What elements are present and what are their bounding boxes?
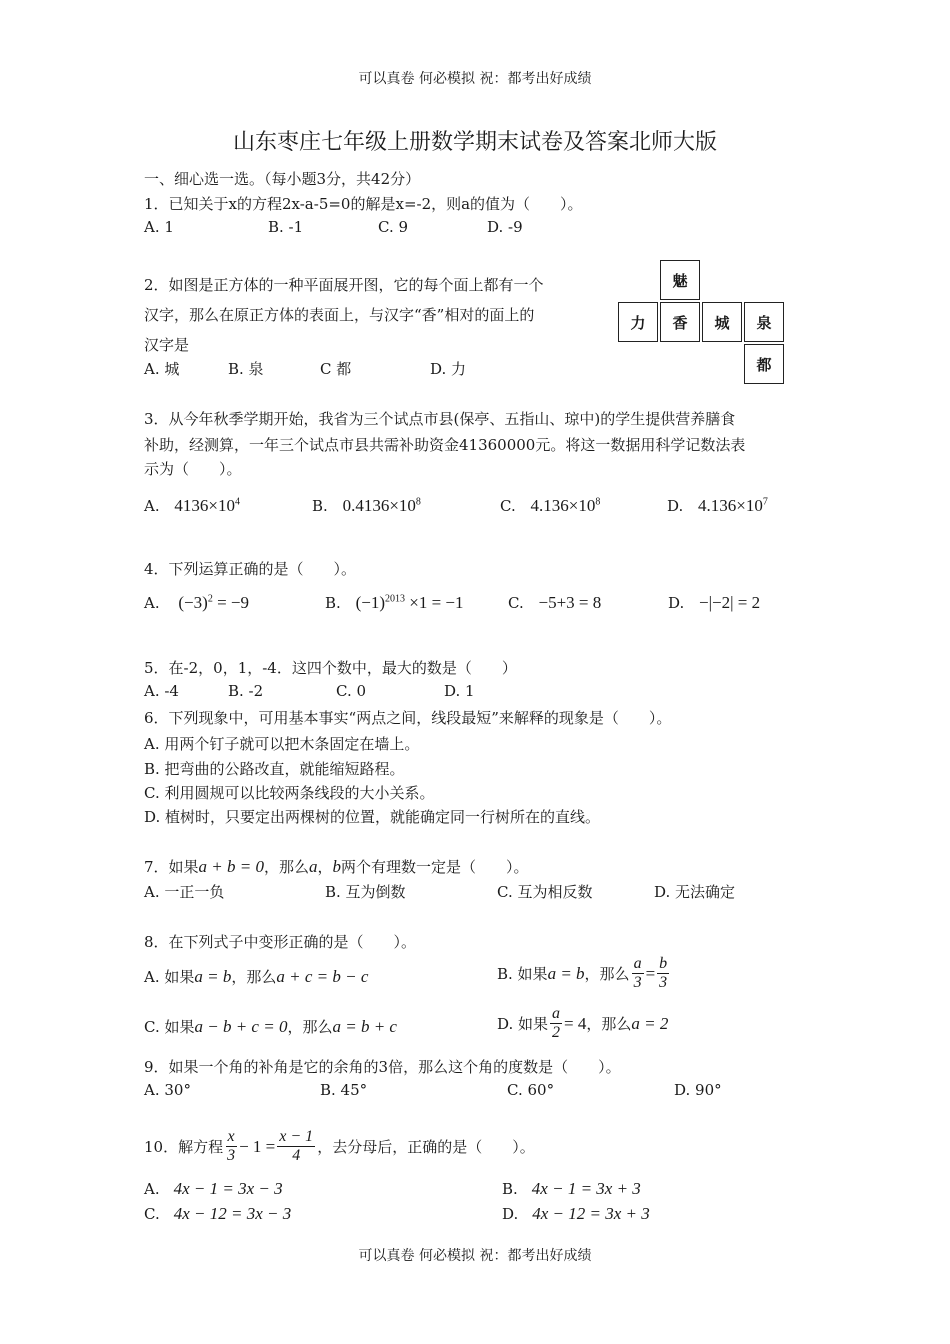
q4-option-d: [668, 593, 760, 613]
q3-d-expr: [698, 496, 768, 515]
question-9-text: 9．如果一个角的补角是它的余角的3倍，那么这个角的度数是（ ）。: [144, 1058, 621, 1076]
q8-option-d: [497, 1005, 668, 1042]
q10-option-a: [144, 1179, 283, 1199]
q8-b-condition: a = b: [547, 963, 585, 983]
q10-a-expr: 4x − 1 = 3x − 3: [173, 1179, 283, 1198]
q8-b-fraction-right: [657, 955, 669, 992]
q10-suffix: ，去分母后，正确的是（ ）。: [317, 1138, 535, 1156]
q9-option-b: B. 45°: [320, 1081, 368, 1099]
q10-c-expr: 4x − 12 = 3x − 3: [173, 1204, 292, 1223]
q7-equation: a + b = 0: [198, 857, 264, 876]
q8-d-denominator: 2: [552, 1024, 561, 1041]
q2-option-c: C 都: [320, 360, 352, 378]
q3-b-base: 0.4136×10: [342, 496, 416, 515]
q4-a-result: = −9: [212, 593, 249, 612]
q10-b-label: B.: [502, 1180, 518, 1198]
q8-a-condition: a = b: [194, 967, 232, 986]
q6-option-c: C. 利用圆规可以比较两条线段的大小关系。: [144, 784, 435, 802]
q3-a-expr: [174, 496, 240, 515]
q10-option-d: [502, 1204, 650, 1224]
q5-option-b: B. -2: [228, 682, 264, 700]
q4-c-label: C.: [508, 594, 524, 612]
q4-b-result: ×1 = −1: [405, 593, 464, 612]
q4-a-label: A.: [144, 594, 160, 612]
q8-a-result: a + c = b − c: [276, 967, 369, 986]
question-2-line-1: 2．如图是正方体的一种平面展开图，它的每个面上都有一个: [144, 276, 544, 294]
q7-comma: ，: [317, 858, 333, 876]
q3-a-base: 4136×10: [174, 496, 235, 515]
q8-option-a: [144, 966, 368, 987]
q3-d-base: 4.136×10: [698, 496, 763, 515]
q1-option-d: D. -9: [487, 218, 523, 236]
q7-suffix: 两个有理数一定是（ ）。: [341, 858, 529, 876]
q10-a-label: A.: [144, 1180, 160, 1198]
q8-d-result: a = 2: [631, 1013, 669, 1033]
q7-prefix: 7．如果: [144, 858, 199, 876]
question-2-line-2: 汉字，那么在原正方体的表面上，与汉字“香”相对的面上的: [144, 306, 535, 324]
page-header: 可以真卷 何必模拟 祝：都考出好成绩: [358, 71, 592, 87]
cube-face-quan: 泉: [744, 302, 784, 342]
q3-option-a: [144, 496, 240, 516]
q4-option-c: [508, 593, 601, 613]
q10-fraction-left: [225, 1128, 237, 1165]
cube-face-mei: 魅: [660, 260, 700, 300]
q7-var-b: b: [332, 857, 342, 876]
q3-c-base: 4.136×10: [530, 496, 596, 515]
q7-connector: ，那么: [264, 858, 310, 876]
q5-option-a: A. -4: [144, 682, 179, 700]
q10-denominator-right: 4: [292, 1147, 301, 1164]
q4-d-expr: −|−2| = 2: [699, 593, 761, 612]
q8-d-numerator: a: [552, 1005, 561, 1022]
q8-c-prefix: C. 如果: [144, 1018, 195, 1036]
cube-face-li: 力: [618, 302, 658, 342]
q10-b-expr: 4x − 1 = 3x + 3: [531, 1179, 641, 1198]
q4-a-exponent: 2: [207, 593, 213, 605]
cube-face-du: 都: [744, 344, 784, 384]
q3-d-exponent: 7: [762, 496, 768, 508]
q3-a-label: A.: [144, 497, 160, 515]
q7-option-b: B. 互为倒数: [325, 883, 406, 901]
q9-option-c: C. 60°: [507, 1081, 555, 1099]
q6-option-b: B. 把弯曲的公路改直，就能缩短路程。: [144, 760, 405, 778]
q8-c-result: a = b + c: [332, 1017, 397, 1036]
question-3-line-3: 示为（ ）。: [144, 460, 242, 478]
q8-d-connector: ，那么: [586, 1015, 632, 1033]
q4-d-label: D.: [668, 594, 685, 612]
q10-prefix: 10．解方程: [144, 1138, 224, 1156]
q6-option-a: A. 用两个钉子就可以把木条固定在墙上。: [144, 735, 420, 753]
q3-option-b: [312, 496, 421, 516]
q2-option-d: D. 力: [430, 360, 467, 378]
q8-b-fraction-left: [632, 955, 644, 992]
q2-option-a: A. 城: [144, 360, 180, 378]
question-7-text: [144, 856, 529, 877]
q10-numerator-left: x: [227, 1128, 235, 1145]
q4-b-expr: [356, 593, 464, 612]
q4-b-label: B.: [325, 594, 341, 612]
q3-c-label: C.: [500, 497, 516, 515]
q10-numerator-right: x − 1: [279, 1128, 314, 1145]
q4-b-base: (−1): [355, 593, 385, 612]
q1-option-c: C. 9: [378, 218, 409, 236]
q7-option-a: A. 一正一负: [144, 883, 225, 901]
page-footer: 可以真卷 何必模拟 祝：都考出好成绩: [358, 1248, 592, 1264]
q4-option-b: [325, 593, 464, 613]
q10-d-expr: 4x − 12 = 3x + 3: [532, 1204, 650, 1223]
page-title: 山东枣庄七年级上册数学期末试卷及答案北师大版: [232, 130, 717, 155]
q4-c-expr: −5+3 = 8: [538, 593, 602, 612]
q8-b-denominator-right: 3: [659, 974, 668, 991]
question-5-text: 5．在-2，0，1，-4．这四个数中，最大的数是（ ）: [144, 659, 517, 677]
question-3-line-2: 补助，经测算，一年三个试点市县共需补助资金41360000元。将这一数据用科学记数法表: [144, 436, 746, 454]
q3-c-exponent: 8: [595, 496, 601, 508]
q8-b-denominator-left: 3: [633, 974, 642, 991]
q3-option-c: [500, 496, 600, 516]
question-6-text: 6．下列现象中，可用基本事实“两点之间，线段最短”来解释的现象是（ ）。: [144, 709, 672, 727]
q8-c-condition: a − b + c = 0: [194, 1017, 288, 1036]
question-3-line-1: 3．从今年秋季学期开始，我省为三个试点市县(保亭、五指山、琼中)的学生提供营养膳食: [144, 410, 736, 428]
q8-option-c: [144, 1016, 397, 1037]
q10-fraction-right: [277, 1128, 315, 1165]
q10-d-label: D.: [502, 1205, 519, 1223]
q9-option-d: D. 90°: [674, 1081, 722, 1099]
q2-option-b: B. 泉: [228, 360, 264, 378]
question-10-text: [144, 1128, 535, 1165]
q7-option-c: C. 互为相反数: [497, 883, 593, 901]
q3-b-expr: [343, 496, 421, 515]
question-2-line-3: 汉字是: [144, 336, 190, 354]
cube-face-cheng: 城: [702, 302, 742, 342]
q8-b-numerator-right: b: [659, 955, 668, 972]
q3-b-label: B.: [312, 497, 328, 515]
q8-c-connector: ，那么: [287, 1018, 333, 1036]
q5-option-d: D. 1: [444, 682, 475, 700]
q4-b-exponent: 2013: [385, 593, 405, 605]
q8-d-condition: = 4: [564, 1013, 587, 1033]
question-4-text: 4．下列运算正确的是（ ）。: [144, 560, 357, 578]
question-1-text: 1．已知关于x的方程2x-a-5=0的解是x=-2，则a的值为（ ）。: [144, 195, 583, 213]
q10-c-label: C.: [144, 1205, 160, 1223]
section-heading: 一、细心选一选。（每小题3分，共42分）: [144, 170, 421, 188]
q3-b-exponent: 8: [415, 496, 421, 508]
q8-b-connector: ，那么: [584, 965, 630, 983]
q10-option-c: [144, 1204, 291, 1224]
q10-equals: − 1 =: [239, 1136, 276, 1156]
q5-option-c: C. 0: [336, 682, 367, 700]
q7-option-d: D. 无法确定: [654, 883, 736, 901]
q6-option-d: D. 植树时，只要定出两棵树的位置，就能确定同一行树所在的直线。: [144, 808, 601, 826]
q10-option-b: [502, 1179, 641, 1199]
q8-d-prefix: D. 如果: [497, 1015, 549, 1033]
q8-a-connector: ，那么: [231, 968, 277, 986]
q3-option-d: [667, 496, 768, 516]
q4-a-base: (−3): [178, 593, 208, 612]
cube-face-xiang: 香: [660, 302, 700, 342]
q1-option-a: A. 1: [144, 218, 174, 236]
question-8-text: 8．在下列式子中变形正确的是（ ）。: [144, 933, 417, 951]
q3-a-exponent: 4: [234, 496, 240, 508]
q8-d-fraction: [550, 1005, 562, 1042]
q4-a-expr: [178, 593, 249, 612]
q3-d-label: D.: [667, 497, 684, 515]
q10-denominator-left: 3: [227, 1147, 236, 1164]
q9-option-a: A. 30°: [144, 1081, 191, 1099]
q8-b-equals: =: [645, 963, 656, 983]
q8-b-prefix: B. 如果: [497, 965, 548, 983]
q1-option-b: B. -1: [268, 218, 304, 236]
q8-b-numerator-left: a: [633, 955, 642, 972]
q8-option-b: [497, 955, 671, 992]
q3-c-expr: [531, 496, 601, 515]
q4-option-a: [144, 593, 249, 613]
q8-a-prefix: A. 如果: [144, 968, 195, 986]
q7-var-a: a: [309, 857, 318, 876]
